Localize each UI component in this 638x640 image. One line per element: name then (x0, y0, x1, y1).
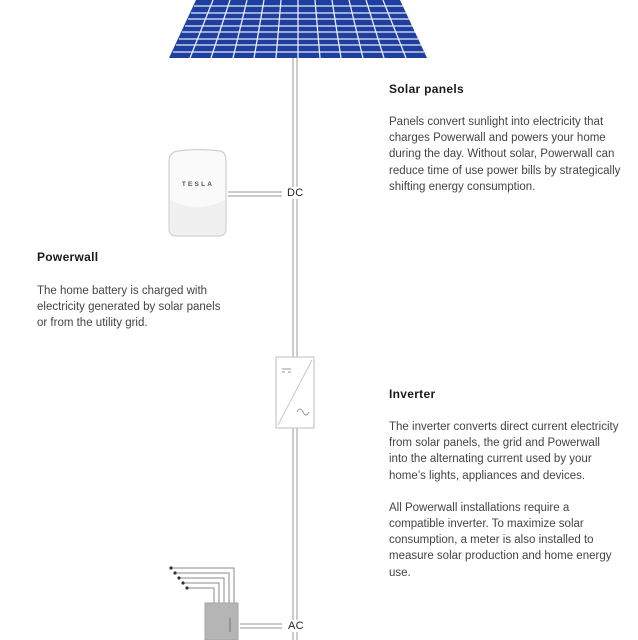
solar-panel-array (169, 0, 427, 58)
inverter-body-paragraph-1: The inverter converts direct current electricity from solar panels, the grid and Powerwall into the alternating current used by your home’s lights, appliances and devices. (389, 421, 619, 482)
solar-panels-description (389, 114, 634, 211)
ac-connector-wire (240, 624, 282, 628)
dc-label: DC (287, 187, 304, 199)
solar-panels-title: Solar panels (389, 82, 464, 96)
powerwall-body: The home battery is charged with electricity generated by solar panels or from the utility grid. (37, 285, 221, 330)
inverter-unit (276, 357, 314, 428)
meter-wires (172, 568, 234, 603)
meter-unit (169, 566, 238, 640)
dc-connector-wire (228, 192, 282, 196)
powerwall-title: Powerwall (37, 250, 99, 264)
inverter-body-paragraph-2: All Powerwall installations require a compatible inverter. To maximize solar consumption, a meter is also installed to measure solar production and home energy use. (389, 501, 612, 579)
meter-body (205, 603, 238, 640)
solar-panels-body: Panels convert sunlight into electricity that charges Powerwall and powers your home during the day. Without solar, Powerwall can reduce time of use power bills by strategically shifting energy consumption. (389, 116, 621, 193)
inverter-description (389, 419, 621, 597)
powerwall-logo: TESLA (181, 181, 215, 188)
powerwall-unit (169, 150, 226, 237)
powerwall-description (37, 283, 227, 348)
main-wire (293, 58, 297, 640)
inverter-title: Inverter (389, 387, 436, 401)
ac-label: AC (288, 620, 304, 632)
